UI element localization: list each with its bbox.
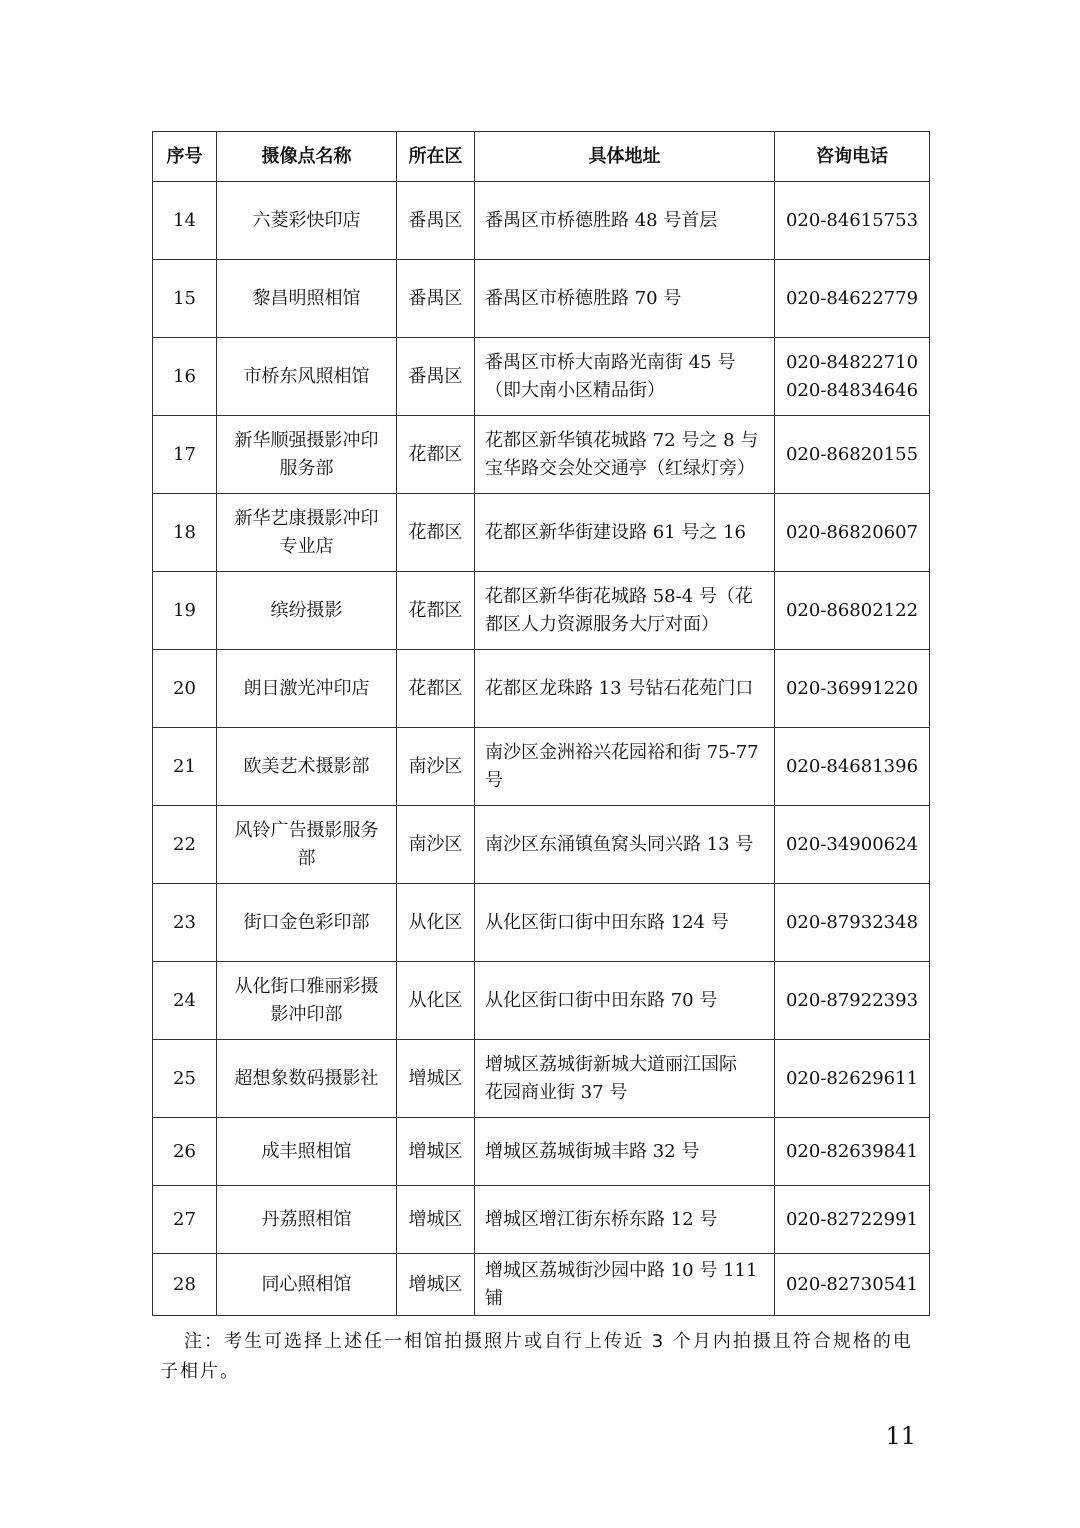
- cell-phone: 020-82730541: [775, 1254, 930, 1316]
- header-address: 具体地址: [475, 132, 775, 182]
- cell-phone: 020-87932348: [775, 884, 930, 962]
- table-row: [153, 962, 930, 1040]
- cell-no: 23: [153, 884, 217, 962]
- cell-no: 27: [153, 1186, 217, 1254]
- cell-district: 花都区: [397, 572, 475, 650]
- cell-name: 成丰照相馆: [217, 1118, 397, 1186]
- cell-name: 从化街口雅丽彩摄 影冲印部: [217, 962, 397, 1040]
- cell-name: 缤纷摄影: [217, 572, 397, 650]
- cell-phone: 020-84622779: [775, 260, 930, 338]
- cell-district: 增城区: [397, 1118, 475, 1186]
- cell-district: 番禺区: [397, 260, 475, 338]
- cell-district: 南沙区: [397, 806, 475, 884]
- cell-no: 21: [153, 728, 217, 806]
- header-name: 摄像点名称: [217, 132, 397, 182]
- table-row: [153, 416, 930, 494]
- cell-address: 花都区新华镇花城路 72 号之 8 与 宝华路交会处交通亭（红绿灯旁）: [475, 416, 775, 494]
- cell-address: 南沙区金洲裕兴花园裕和街 75-77 号: [475, 728, 775, 806]
- cell-address: 番禺区市桥大南路光南街 45 号 （即大南小区精品街）: [475, 338, 775, 416]
- cell-address: 增城区荔城街城丰路 32 号: [475, 1118, 775, 1186]
- studio-table: [152, 131, 930, 1316]
- table-row: [153, 728, 930, 806]
- cell-name: 市桥东风照相馆: [217, 338, 397, 416]
- table-row: [153, 494, 930, 572]
- cell-name: 街口金色彩印部: [217, 884, 397, 962]
- cell-phone: 020-86802122: [775, 572, 930, 650]
- cell-address: 增城区荔城街新城大道丽江国际 花园商业街 37 号: [475, 1040, 775, 1118]
- cell-address: 南沙区东涌镇鱼窝头同兴路 13 号: [475, 806, 775, 884]
- cell-no: 14: [153, 182, 217, 260]
- cell-name: 朗日激光冲印店: [217, 650, 397, 728]
- table-row: [153, 884, 930, 962]
- cell-no: 17: [153, 416, 217, 494]
- cell-address: 从化区街口街中田东路 70 号: [475, 962, 775, 1040]
- cell-no: 26: [153, 1118, 217, 1186]
- table-row: [153, 572, 930, 650]
- cell-phone: 020-86820607: [775, 494, 930, 572]
- cell-no: 28: [153, 1254, 217, 1316]
- cell-phone: 020-82639841: [775, 1118, 930, 1186]
- cell-name: 六菱彩快印店: [217, 182, 397, 260]
- cell-district: 番禺区: [397, 182, 475, 260]
- cell-no: 18: [153, 494, 217, 572]
- cell-district: 花都区: [397, 650, 475, 728]
- table-row: [153, 182, 930, 260]
- cell-phone: 020-36991220: [775, 650, 930, 728]
- cell-no: 15: [153, 260, 217, 338]
- cell-district: 增城区: [397, 1040, 475, 1118]
- cell-district: 增城区: [397, 1186, 475, 1254]
- table-header-row: [153, 132, 930, 182]
- header-district: 所在区: [397, 132, 475, 182]
- cell-no: 22: [153, 806, 217, 884]
- cell-no: 16: [153, 338, 217, 416]
- cell-name: 丹荔照相馆: [217, 1186, 397, 1254]
- cell-district: 番禺区: [397, 338, 475, 416]
- header-phone: 咨询电话: [775, 132, 930, 182]
- header-no: 序号: [153, 132, 217, 182]
- cell-district: 从化区: [397, 962, 475, 1040]
- cell-phone: 020-82629611: [775, 1040, 930, 1118]
- page-number: 11: [885, 1422, 916, 1450]
- cell-phone: 020-84615753: [775, 182, 930, 260]
- cell-address: 番禺区市桥德胜路 70 号: [475, 260, 775, 338]
- cell-district: 花都区: [397, 494, 475, 572]
- cell-name: 超想象数码摄影社: [217, 1040, 397, 1118]
- cell-name: 黎昌明照相馆: [217, 260, 397, 338]
- cell-district: 南沙区: [397, 728, 475, 806]
- cell-name: 新华艺康摄影冲印 专业店: [217, 494, 397, 572]
- cell-name: 欧美艺术摄影部: [217, 728, 397, 806]
- cell-address: 从化区街口街中田东路 124 号: [475, 884, 775, 962]
- table-row: [153, 338, 930, 416]
- cell-address: 花都区龙珠路 13 号钻石花苑门口: [475, 650, 775, 728]
- cell-address: 增城区增江街东桥东路 12 号: [475, 1186, 775, 1254]
- cell-address: 番禺区市桥德胜路 48 号首层: [475, 182, 775, 260]
- cell-district: 花都区: [397, 416, 475, 494]
- table-row: [153, 1118, 930, 1186]
- table-row: [153, 1254, 930, 1316]
- cell-phone: 020-84681396: [775, 728, 930, 806]
- footnote: 注：考生可选择上述任一相馆拍摄照片或自行上传近 3 个月内拍摄且符合规格的电子相片。: [160, 1331, 913, 1382]
- cell-district: 从化区: [397, 884, 475, 962]
- cell-phone: 020-87922393: [775, 962, 930, 1040]
- cell-no: 19: [153, 572, 217, 650]
- cell-no: 20: [153, 650, 217, 728]
- cell-name: 同心照相馆: [217, 1254, 397, 1316]
- table-row: [153, 1186, 930, 1254]
- cell-phone: 020-86820155: [775, 416, 930, 494]
- cell-address: 花都区新华街花城路 58-4 号（花 都区人力资源服务大厅对面）: [475, 572, 775, 650]
- table-row: [153, 650, 930, 728]
- cell-phone: 020-34900624: [775, 806, 930, 884]
- cell-no: 24: [153, 962, 217, 1040]
- cell-phone: 020-82722991: [775, 1186, 930, 1254]
- cell-name: 新华顺强摄影冲印 服务部: [217, 416, 397, 494]
- cell-address: 增城区荔城街沙园中路 10 号 111 铺: [475, 1254, 775, 1316]
- cell-name: 风铃广告摄影服务 部: [217, 806, 397, 884]
- cell-address: 花都区新华街建设路 61 号之 16: [475, 494, 775, 572]
- table-row: [153, 1040, 930, 1118]
- table-row: [153, 806, 930, 884]
- cell-no: 25: [153, 1040, 217, 1118]
- cell-phone: 020-84822710 020-84834646: [775, 338, 930, 416]
- cell-district: 增城区: [397, 1254, 475, 1316]
- table-row: [153, 260, 930, 338]
